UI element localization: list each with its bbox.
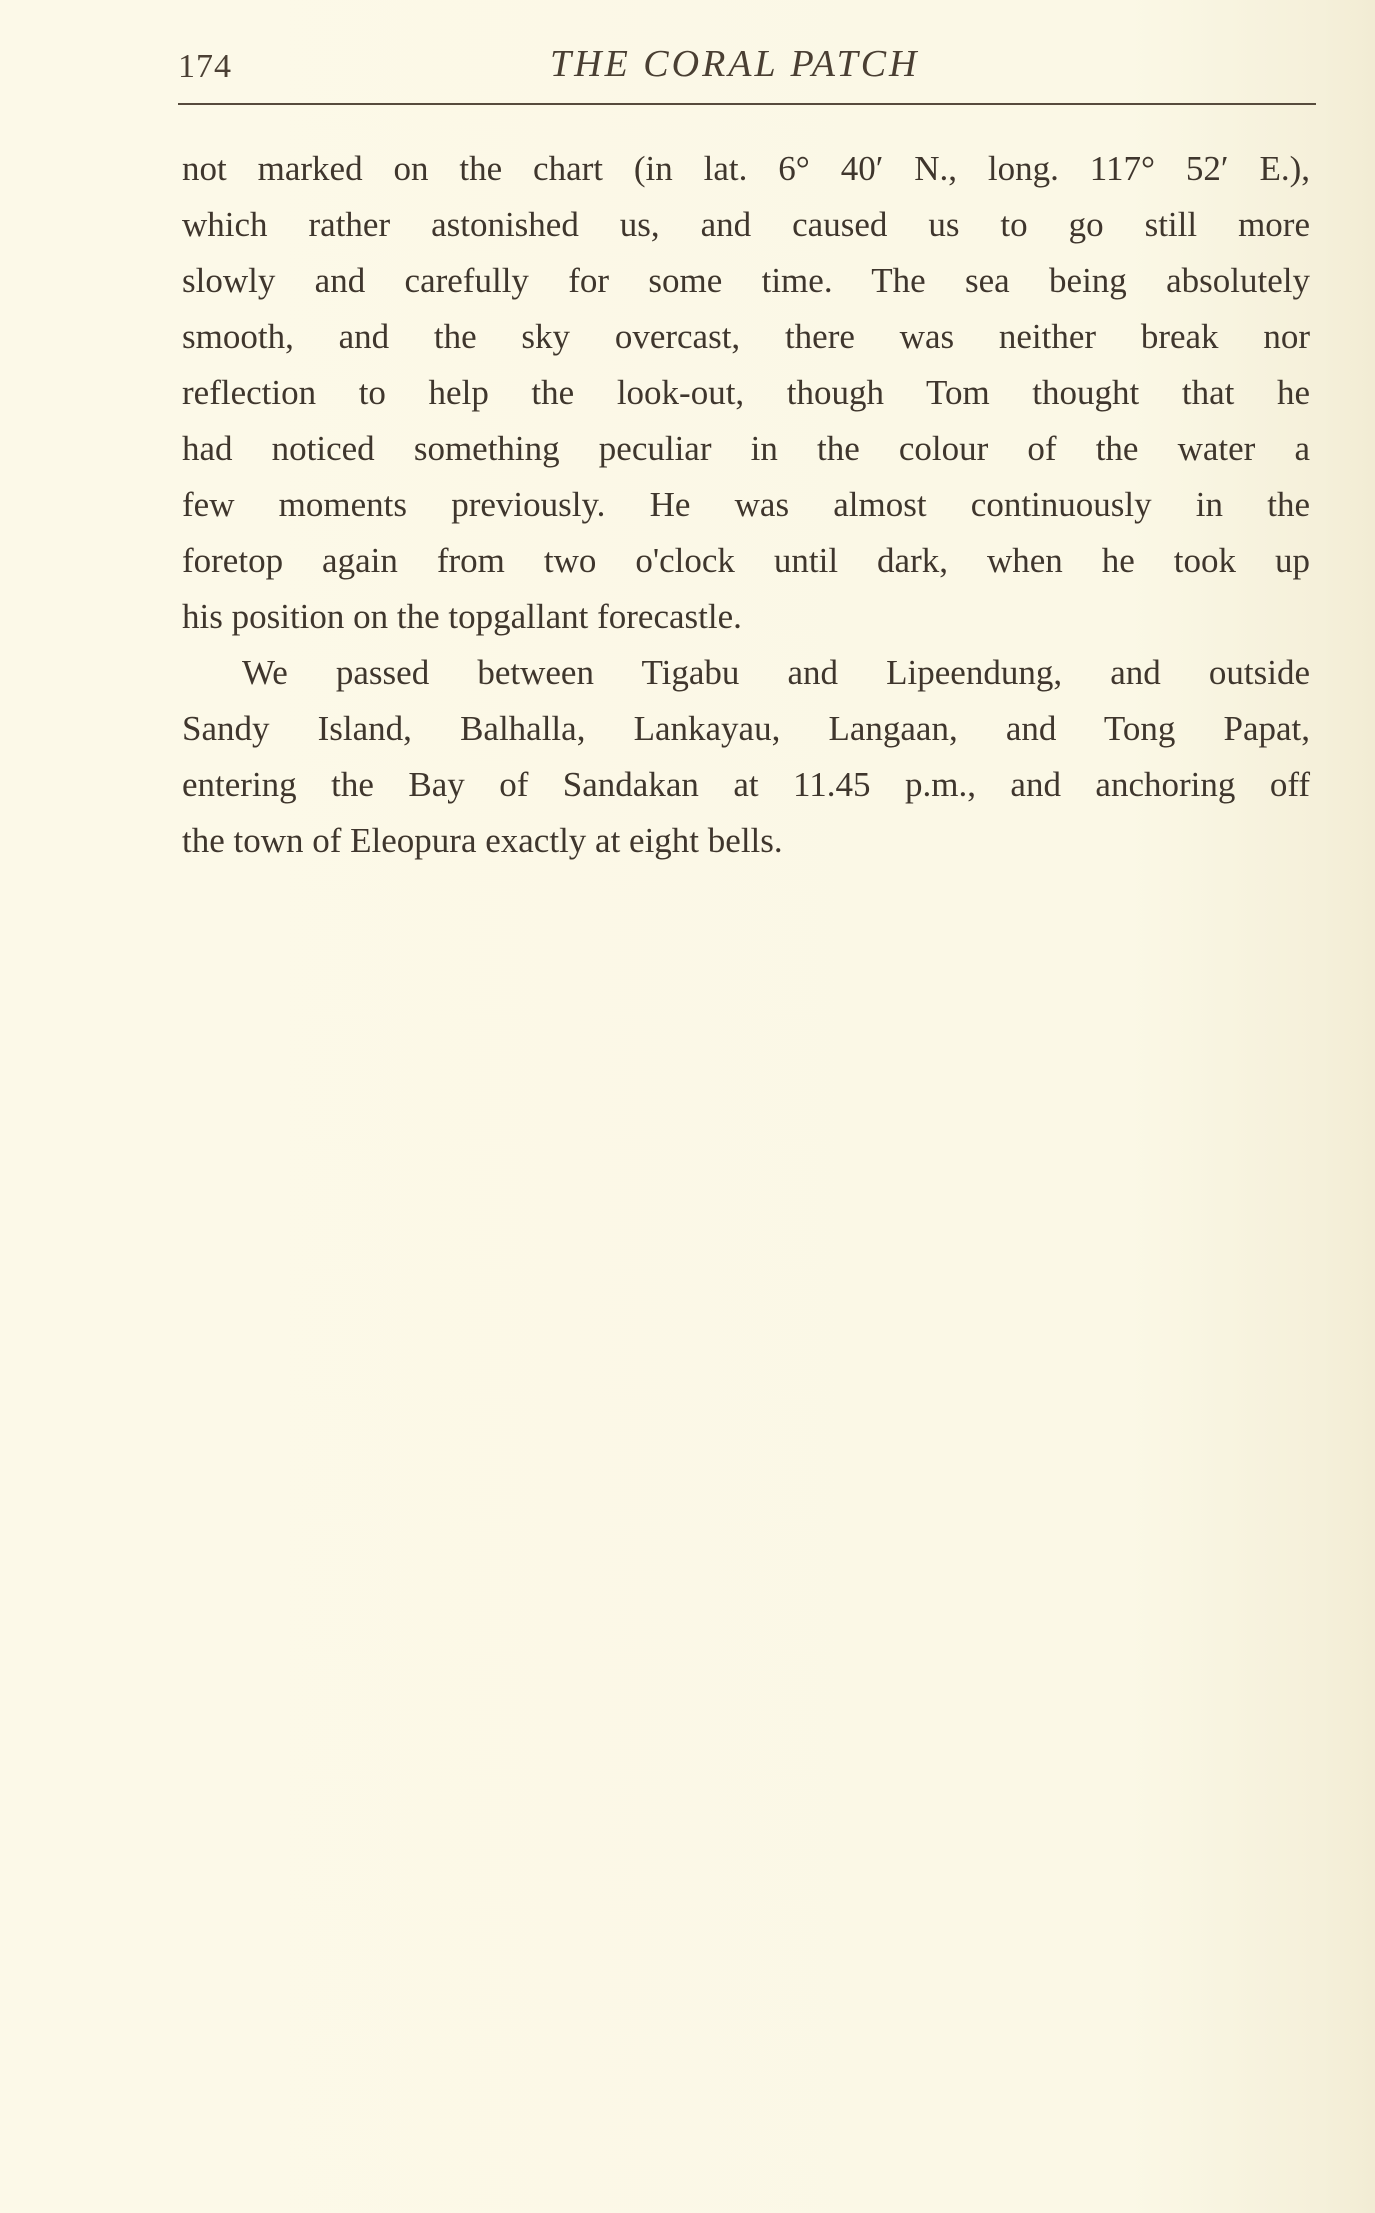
text-line: Sandy Island, Balhalla, Lankayau, Langaan, and Tong Papat, — [182, 709, 1310, 748]
page-number: 174 — [178, 48, 232, 85]
text-line: which rather astonished us, and caused us to go still more — [182, 205, 1310, 244]
text-line: few moments previously. He was almost continuously in the — [182, 485, 1310, 524]
paragraph-2 — [182, 645, 1310, 869]
text-line: had noticed something peculiar in the colour of the water a — [182, 429, 1310, 468]
text-line: reflection to help the look-out, though Tom thought that he — [182, 373, 1310, 412]
text-line: the town of Eleopura exactly at eight bells. — [182, 821, 783, 860]
header-rule — [178, 103, 1316, 105]
paragraph-1 — [182, 141, 1310, 645]
text-line: not marked on the chart (in lat. 6° 40′ N., long. 117° 52′ E.), — [182, 149, 1310, 188]
running-title: THE CORAL PATCH — [550, 43, 920, 85]
text-line: foretop again from two o'clock until dark, when he took up — [182, 541, 1310, 580]
text-line: slowly and carefully for some time. The sea being absolutely — [182, 261, 1310, 300]
text-line: smooth, and the sky overcast, there was neither break nor — [182, 317, 1310, 356]
text-line: We passed between Tigabu and Lipeendung, and outside — [242, 653, 1310, 692]
text-line: his position on the topgallant forecastle. — [182, 597, 742, 636]
running-head — [178, 34, 1316, 86]
body-text — [182, 141, 1310, 869]
text-line: entering the Bay of Sandakan at 11.45 p.m., and anchoring off — [182, 765, 1310, 804]
